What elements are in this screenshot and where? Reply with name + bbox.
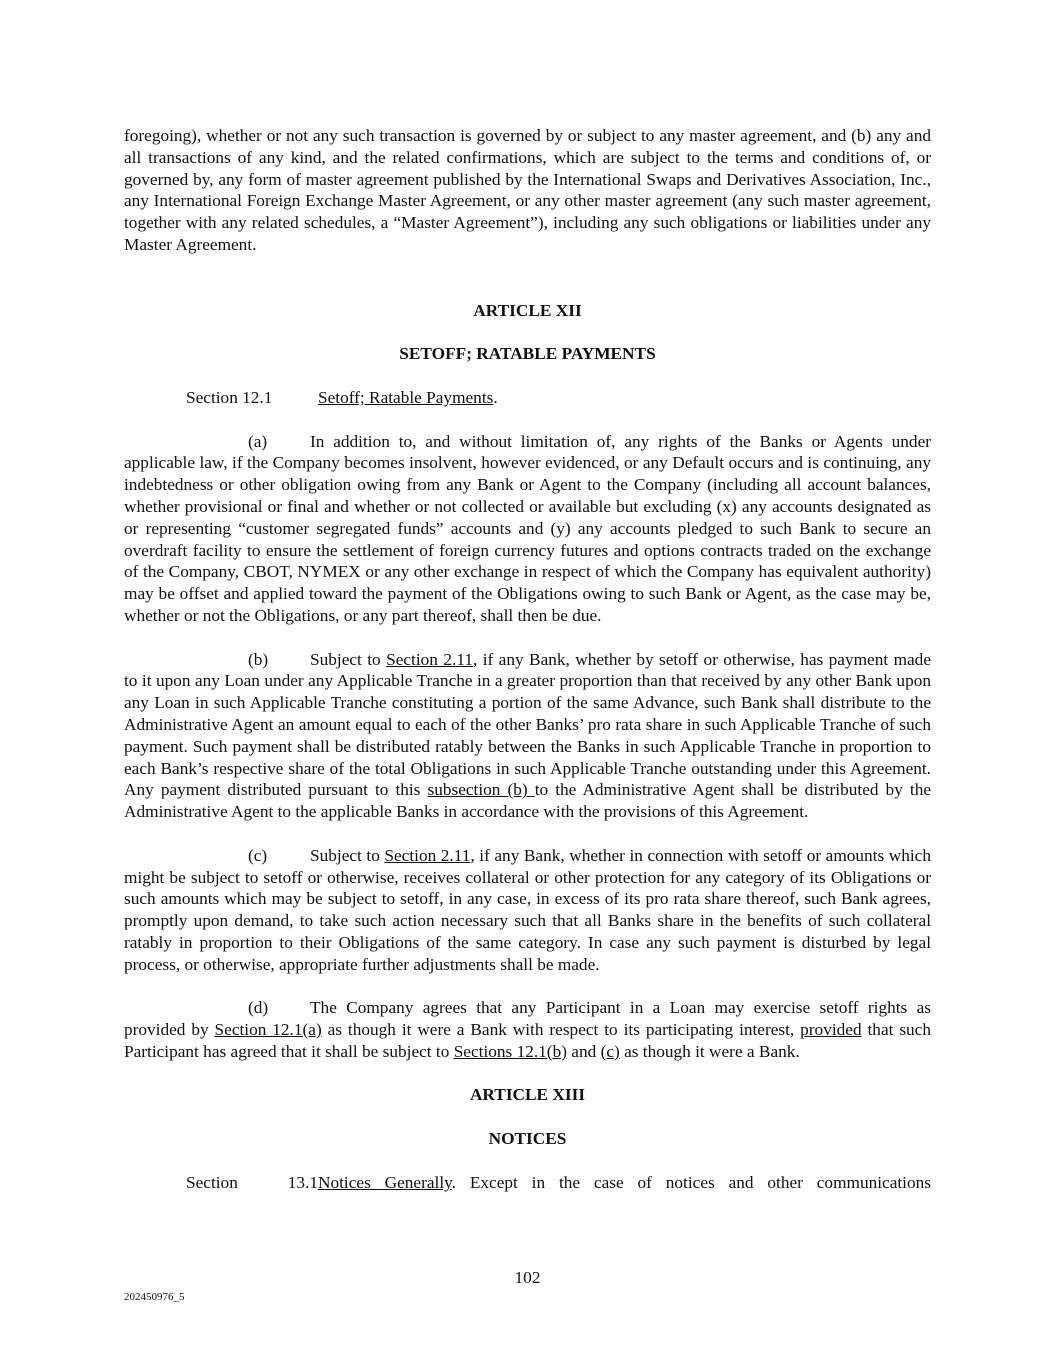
page-number: 102: [514, 1268, 541, 1287]
provided-term: provided: [800, 1020, 862, 1040]
paragraph-b: [124, 649, 931, 823]
spacer: [124, 975, 931, 997]
paragraph-b-text-1: Subject to: [310, 649, 387, 669]
paragraph-a-label: (a): [248, 431, 268, 451]
sections-12-1-b-reference: Sections 12.1(b): [453, 1041, 567, 1061]
subsection-c-reference: (c): [600, 1041, 620, 1061]
spacer: [124, 1150, 931, 1172]
paragraph-d: [124, 997, 931, 1062]
paragraph-d-text-4: and: [566, 1041, 601, 1061]
section-12-1-a-reference: Section 12.1(a): [214, 1020, 322, 1040]
paragraph-c-text-2: , if any Bank, whether in connection with setoff or amounts which might be subject to setoff or otherwise, receives collateral or other protection for any category of its Obligations or such amounts which may be subject to setoff, in any case, in excess of its pro rata share thereof, such Bank agrees, promptly upon demand, to take such action necessary such that all Banks share in the benefits of such collateral ratably in proportion to their Obligations of the same category. In case any such payment is disturbed by legal process, or otherwise, appropriate further adjustments shall be made.: [124, 845, 931, 974]
paragraph-d-text-3: that such Participant has agreed that it shall be subject to: [124, 1020, 931, 1061]
paragraph-d-label: (d): [248, 998, 269, 1018]
spacer: [124, 627, 931, 649]
paragraph-d-text-1: The Company agrees that any Participant in a Loan may exercise setoff rights as provided by: [124, 998, 931, 1040]
section-12-1-heading: [124, 387, 931, 409]
section-2-11-reference: Section 2.11: [384, 845, 471, 865]
section-13-1-number: Section 13.1: [186, 1172, 318, 1192]
spacer: [124, 823, 931, 845]
section-12-1-punct: .: [493, 387, 498, 407]
section-13-1-text: . Except in the case of notices and other communications: [451, 1172, 931, 1192]
section-2-11-reference: Section 2.11: [386, 649, 473, 669]
paragraph-a: [124, 431, 931, 627]
paragraph-c-label: (c): [248, 845, 268, 865]
spacer: [124, 365, 931, 387]
spacer: [124, 1106, 931, 1128]
paragraph-b-text-2: , if any Bank, whether by setoff or otherwise, has payment made to it upon any Loan under any Applicable Tranche in a greater proportion than that received by any other Bank upon any Loan in such Applicable Tranche constituting a portion of the same Advance, such Bank shall distribute to the Administrative Agent an amount equal to each of the other Banks’ pro rata share in such Applicable Tranche of such payment. Such payment shall be distributed ratably between the Banks in such Applicable Tranche in proportion to each Bank’s respective share of the total Obligations in such Applicable Tranche outstanding under this Agreement. Any payment distributed pursuant to this: [124, 649, 931, 800]
paragraph-c: [124, 845, 931, 976]
section-13-1-title: Notices Generally: [318, 1172, 452, 1192]
paragraph-a-text: In addition to, and without limitation of, any rights of the Banks or Agents under applicable law, if the Company becomes insolvent, however evidenced, or any Default occurs and is continuing, any indebtedness or other obligation owing from any Bank or Agent to the Company (including all account balances, whether provisional or final and whether or not collected or available but excluding (x) any accounts designated as or representing “customer segregated funds” accounts and (y) any accounts pledged to such Bank to secure an overdraft facility to ensure the settlement of foreign currency futures and options contracts traded on the exchange of the Company, CBOT, NYMEX or any other exchange in respect of which the Company has equivalent authority) may be offset and applied toward the payment of the Obligations owing to such Bank or Agent, as the case may be, whether or not the Obligations, or any part thereof, shall then be due.: [124, 431, 931, 625]
spacer: [124, 322, 931, 344]
intro-paragraph: foregoing), whether or not any such transaction is governed by or subject to any master agreement, and (b) any and all transactions of any kind, and the related confirmations, which are subject to the terms and conditions of, or governed by, any form of master agreement published by the International Swaps and Derivatives Association, Inc., any International Foreign Exchange Master Agreement, or any other master agreement (any such master agreement, together with any related schedules, a “Master Agreement”), including any such obligations or liabilities under any Master Agreement.: [124, 126, 931, 254]
paragraph-c-text-1: Subject to: [310, 845, 385, 865]
article-13-heading: ARTICLE XIII: [469, 1085, 586, 1105]
article-12-heading: ARTICLE XII: [473, 300, 582, 320]
paragraph-b-label: (b): [248, 649, 269, 669]
section-13-1-heading: [124, 1172, 931, 1194]
paragraph-b-text-3: to the Administrative Agent shall be distributed by the Administrative Agent to the applicable Banks in accordance with the provisions of this Agreement.: [124, 780, 932, 822]
article-13-title: NOTICES: [488, 1129, 567, 1149]
paragraph-d-text-2: as though it were a Bank with respect to its participating interest,: [321, 1020, 801, 1040]
spacer: [124, 256, 931, 300]
section-12-1-number: Section 12.1: [186, 387, 273, 407]
article-12-title: SETOFF; RATABLE PAYMENTS: [399, 344, 656, 364]
subsection-b-reference: subsection (b): [427, 780, 535, 800]
spacer: [124, 1063, 931, 1085]
document-id: 202450976_5: [124, 1291, 185, 1303]
document-page: [124, 125, 931, 1193]
section-12-1-title: Setoff; Ratable Payments: [318, 387, 494, 407]
spacer: [124, 409, 931, 431]
paragraph-d-text-5: as though it were a Bank.: [619, 1041, 800, 1061]
